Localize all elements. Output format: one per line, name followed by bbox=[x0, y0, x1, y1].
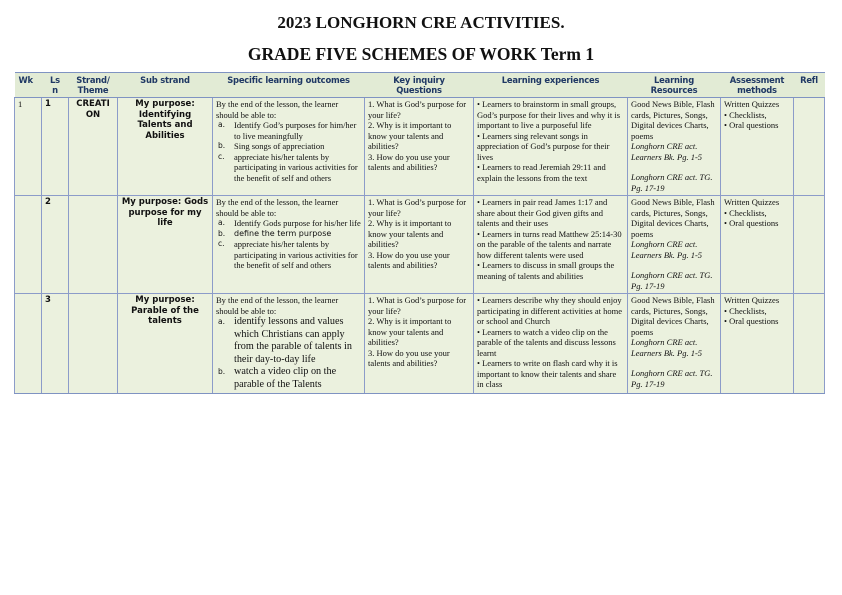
experience-item: • Learners in pair read James 1:17 and share about their God given gifts and talents and their uses bbox=[477, 197, 608, 228]
lesson-cell bbox=[42, 196, 69, 294]
header-assessment-line1: Assessment bbox=[729, 75, 785, 85]
outcomes-cell bbox=[213, 98, 365, 196]
resources-cell bbox=[628, 294, 721, 394]
header-assessment bbox=[721, 73, 794, 98]
header-lesson-line1: Ls bbox=[50, 75, 60, 85]
questions-cell bbox=[365, 196, 474, 294]
outcome-marker: b. bbox=[218, 141, 226, 150]
strand-cell bbox=[69, 98, 118, 196]
experiences-cell bbox=[474, 196, 628, 294]
resources-list-text: Good News Bible, Flash cards, Pictures, Songs, Digital devices Charts, poems bbox=[631, 99, 715, 141]
strand-cell bbox=[69, 196, 118, 294]
header-questions-line2: Questions bbox=[396, 85, 442, 95]
outcomes-intro: By the end of the lesson, the learner should be able to: bbox=[216, 99, 339, 120]
experience-item: • Learners in turns read Matthew 25:14-30 on the parable of the talents and narrate how different talents were used bbox=[477, 228, 622, 260]
outcomes-list bbox=[216, 316, 361, 391]
questions-cell bbox=[365, 294, 474, 394]
header-experiences-label: Learning experiences bbox=[501, 75, 600, 85]
resources-learners-book: Longhorn CRE act. Learners Bk. Pg. 1-5 bbox=[631, 239, 703, 260]
experience-item: • Learners to discuss in small groups the meaning of talents and abilities bbox=[477, 260, 615, 281]
question-item: 1. What is God’s purpose for your life? bbox=[368, 197, 467, 218]
assessment-item: • Checklists, bbox=[724, 207, 767, 218]
header-resources-line1: Learning bbox=[654, 75, 694, 85]
outcomes-intro: By the end of the lesson, the learner should be able to: bbox=[216, 197, 339, 218]
strand-cell bbox=[69, 294, 118, 394]
experiences-list bbox=[477, 197, 624, 281]
question-item: 3. How do you use your talents and abilities? bbox=[368, 347, 450, 368]
header-week bbox=[15, 73, 42, 98]
question-item: 2. Why is it important to know your talents and abilities? bbox=[368, 120, 452, 151]
experience-item: • Learners sing relevant songs in appreciation of God’s purpose for their lives bbox=[477, 130, 610, 162]
outcome-text: appreciate his/her talents by participating in various activities for the benefit of self and others bbox=[234, 239, 358, 270]
header-sub-strand-label: Sub strand bbox=[140, 75, 190, 85]
week-cell bbox=[15, 196, 42, 294]
header-strand bbox=[69, 73, 118, 98]
outcome-item bbox=[218, 228, 361, 240]
outcome-text: Identify God’s purposes for him/her to live meaningfully bbox=[234, 120, 357, 141]
outcome-text: Sing songs of appreciation bbox=[234, 141, 325, 151]
experiences-cell bbox=[474, 294, 628, 394]
header-strand-line1: Strand/ bbox=[76, 75, 110, 85]
outcomes-list bbox=[216, 218, 361, 271]
assessment-list bbox=[724, 99, 790, 131]
assessment-item: Written Quizzes bbox=[724, 99, 780, 109]
strand-line2: ON bbox=[85, 109, 101, 120]
lesson-number: 2 bbox=[45, 197, 51, 207]
question-item: 1. What is God’s purpose for your life? bbox=[368, 295, 467, 316]
sub-strand-cell bbox=[118, 294, 213, 394]
question-item: 1. What is God’s purpose for your life? bbox=[368, 99, 467, 120]
week-number: 1 bbox=[18, 99, 23, 109]
outcome-marker: a. bbox=[218, 218, 225, 227]
lesson-cell bbox=[42, 98, 69, 196]
experience-item: • Learners describe why they should enjoy participating in different activities at home or school and Church bbox=[477, 295, 623, 326]
document-subtitle: GRADE FIVE SCHEMES OF WORK Term 1 bbox=[247, 44, 595, 64]
question-item: 3. How do you use your talents and abilities? bbox=[368, 151, 450, 172]
header-outcomes bbox=[213, 73, 365, 98]
experiences-list bbox=[477, 99, 624, 183]
resources-learners-book: Longhorn CRE act. Learners Bk. Pg. 1-5 bbox=[631, 337, 703, 358]
header-outcomes-label: Specific learning outcomes bbox=[227, 75, 350, 85]
table-row bbox=[15, 196, 825, 294]
questions-cell bbox=[365, 98, 474, 196]
reflection-cell bbox=[794, 98, 825, 196]
experience-item: • Learners to brainstorm in small groups, God’s purpose for their lives and why it is important to live a purposeful life bbox=[477, 99, 621, 130]
experience-item: • Learners to write on flash card why it is important to know their talents and share in class bbox=[477, 358, 618, 389]
resources-learners-book: Longhorn CRE act. Learners Bk. Pg. 1-5 bbox=[631, 141, 703, 162]
header-week-label: Wk bbox=[18, 75, 33, 85]
resources-teachers-guide: Longhorn CRE act. TG. Pg. 17-19 bbox=[631, 270, 713, 291]
resources-teachers-guide: Longhorn CRE act. TG. Pg. 17-19 bbox=[631, 172, 713, 193]
assessment-item: • Oral questions bbox=[724, 120, 779, 130]
table-header-row bbox=[15, 73, 825, 98]
questions-list bbox=[368, 295, 470, 369]
assessment-item: Written Quizzes bbox=[724, 197, 780, 207]
document-title: 2023 LONGHORN CRE ACTIVITIES. bbox=[277, 13, 565, 32]
experience-item: • Learners to watch a video clip on the parable of the talents and discuss lessons learnt bbox=[477, 326, 616, 358]
assessment-item: • Checklists, bbox=[724, 305, 767, 316]
lesson-number: 3 bbox=[45, 295, 51, 305]
outcomes-intro: By the end of the lesson, the learner should be able to: bbox=[216, 295, 339, 316]
header-questions-line1: Key inquiry bbox=[393, 75, 445, 85]
outcome-marker: c. bbox=[218, 239, 225, 248]
questions-list bbox=[368, 99, 470, 173]
questions-list bbox=[368, 197, 470, 271]
header-experiences bbox=[474, 73, 628, 98]
outcome-text: appreciate his/her talents by participating in various activities for the benefit of self and others bbox=[234, 151, 358, 183]
sub-strand-cell bbox=[118, 196, 213, 294]
assessment-item: • Checklists, bbox=[724, 109, 767, 120]
header-resources-line2: Resources bbox=[650, 85, 698, 95]
table-row bbox=[15, 98, 825, 196]
header-sub-strand bbox=[118, 73, 213, 98]
outcome-marker: a. bbox=[218, 120, 225, 129]
outcome-marker: a. bbox=[218, 317, 225, 326]
table-row bbox=[15, 294, 825, 394]
outcome-item bbox=[218, 239, 361, 271]
assessment-item: • Oral questions bbox=[724, 218, 779, 228]
schemes-of-work-table bbox=[14, 72, 825, 394]
outcome-item bbox=[218, 141, 361, 152]
resources-list-text: Good News Bible, Flash cards, Pictures, Songs, Digital devices Charts, poems bbox=[631, 197, 715, 239]
outcome-marker: c. bbox=[218, 151, 225, 161]
header-lesson-line2: n bbox=[52, 85, 58, 95]
header-resources bbox=[628, 73, 721, 98]
header-reflection bbox=[794, 73, 825, 98]
outcomes-cell bbox=[213, 294, 365, 394]
header-assessment-line2: methods bbox=[737, 85, 777, 95]
sub-strand-text: My purpose: Parable of the talents bbox=[131, 295, 199, 326]
header-reflection-label: Refl bbox=[800, 75, 818, 85]
experience-item: • Learners to read Jeremiah 29:11 and explain the lessons from the text bbox=[477, 162, 606, 183]
header-questions bbox=[365, 73, 474, 98]
outcome-text: Identify Gods purpose for his/her life bbox=[234, 218, 361, 228]
week-cell bbox=[15, 294, 42, 394]
outcome-text: define the term purpose bbox=[234, 228, 332, 238]
outcome-text: identify lessons and values which Christians can apply from the parable of talents in their day-to-day life bbox=[234, 316, 352, 365]
outcomes-cell bbox=[213, 196, 365, 294]
question-item: 3. How do you use your talents and abilities? bbox=[368, 249, 450, 270]
header-lesson bbox=[42, 73, 69, 98]
outcome-marker: b. bbox=[218, 367, 226, 376]
assessment-cell bbox=[721, 196, 794, 294]
outcome-marker: b. bbox=[218, 228, 226, 238]
reflection-cell bbox=[794, 294, 825, 394]
question-item: 2. Why is it important to know your talents and abilities? bbox=[368, 218, 452, 249]
table-body bbox=[15, 98, 825, 394]
resources-cell bbox=[628, 196, 721, 294]
outcome-text: watch a video clip on the parable of the Talents bbox=[234, 366, 337, 390]
assessment-cell bbox=[721, 294, 794, 394]
resources-cell bbox=[628, 98, 721, 196]
assessment-item: • Oral questions bbox=[724, 316, 779, 326]
outcome-item bbox=[218, 218, 361, 229]
outcome-item bbox=[218, 151, 361, 184]
outcome-item bbox=[218, 316, 361, 366]
assessment-list bbox=[724, 295, 790, 327]
experiences-list bbox=[477, 295, 624, 390]
outcomes-list bbox=[216, 120, 361, 183]
resources-teachers-guide: Longhorn CRE act. TG. Pg. 17-19 bbox=[631, 368, 713, 389]
lesson-cell bbox=[42, 294, 69, 394]
resources-list-text: Good News Bible, Flash cards, Pictures, Songs, Digital devices Charts, poems bbox=[631, 295, 715, 337]
week-cell bbox=[15, 98, 42, 196]
sub-strand-text: My purpose: Gods purpose for my life bbox=[121, 197, 209, 228]
question-item: 2. Why is it important to know your talents and abilities? bbox=[368, 316, 452, 347]
reflection-cell bbox=[794, 196, 825, 294]
experiences-cell bbox=[474, 98, 628, 196]
sub-strand-text: My purpose: Identifying Talents and Abilities bbox=[135, 99, 195, 141]
outcome-item bbox=[218, 120, 361, 141]
assessment-list bbox=[724, 197, 790, 229]
outcome-item bbox=[218, 366, 361, 391]
assessment-cell bbox=[721, 98, 794, 196]
header-strand-line2: Theme bbox=[77, 85, 109, 95]
lesson-number: 1 bbox=[45, 99, 51, 109]
strand-line1: CREATI bbox=[76, 99, 110, 109]
sub-strand-cell bbox=[118, 98, 213, 196]
assessment-item: Written Quizzes bbox=[724, 295, 780, 305]
